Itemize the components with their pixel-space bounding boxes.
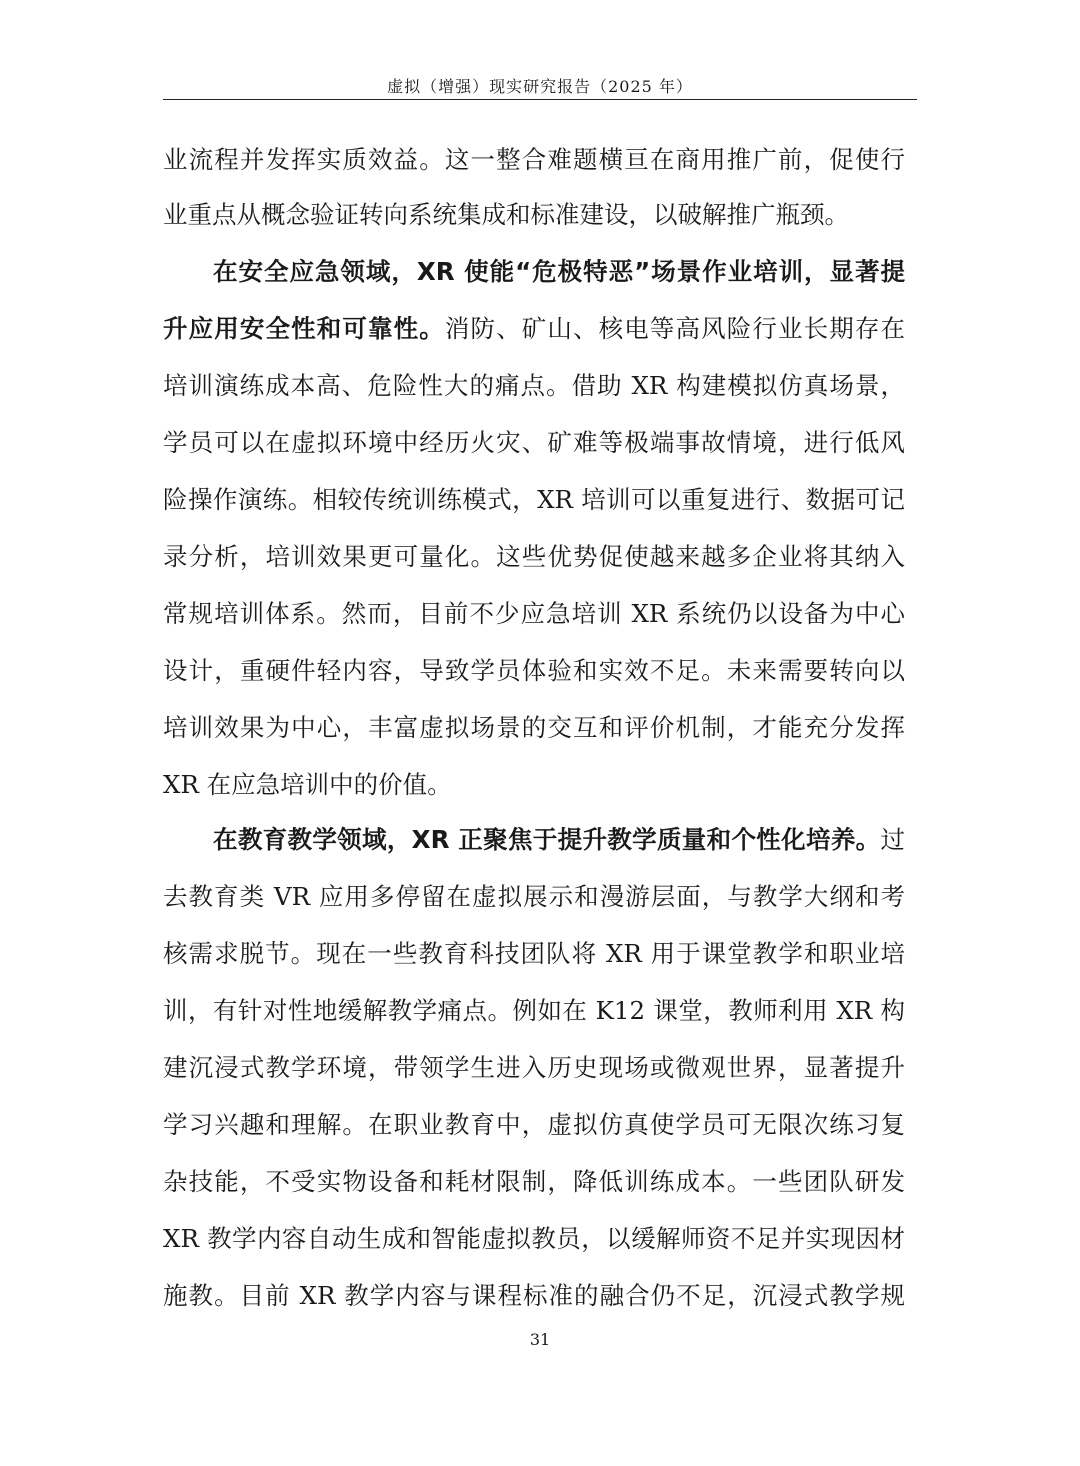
running-header: 虚拟（增强）现实研究报告（2025 年） <box>387 77 693 96</box>
text-line: 去教育类 VR 应用多停留在虚拟展示和漫游层面，与教学大纲和考 <box>163 882 905 911</box>
text-line: XR 教学内容自动生成和智能虚拟教员，以缓解师资不足并实现因材 <box>163 1224 905 1253</box>
text-line: 业流程并发挥实质效益。这一整合难题横亘在商用推广前，促使行 <box>163 145 905 174</box>
text-line: 险操作演练。相较传统训练模式，XR 培训可以重复进行、数据可记 <box>163 485 905 514</box>
bold-lead: 在安全应急领域，XR 使能“危极特恶”场景作业培训，显著提 <box>213 257 905 286</box>
text-line: 在教育教学领域，XR 正聚焦于提升教学质量和个性化培养。过 <box>213 825 905 854</box>
text-line: 业重点从概念验证转向系统集成和标准建设，以破解推广瓶颈。 <box>163 200 849 229</box>
text-line <box>213 252 905 292</box>
bold-lead: 在教育教学领域，XR 正聚焦于提升教学质量和个性化培养。 <box>213 825 881 854</box>
text-line: 培训效果为中心，丰富虚拟场景的交互和评价机制，才能充分发挥 <box>163 713 905 742</box>
page-number: 31 <box>529 1330 551 1349</box>
text-line: 培训演练成本高、危险性大的痛点。借助 XR 构建模拟仿真场景， <box>163 371 905 400</box>
text-line: 学员可以在虚拟环境中经历火灾、矿难等极端事故情境，进行低风 <box>163 428 905 457</box>
text-line: 施教。目前 XR 教学内容与课程标准的融合仍不足，沉浸式教学规 <box>163 1281 905 1310</box>
text-line: 常规培训体系。然而，目前不少应急培训 XR 系统仍以设备为中心 <box>163 599 905 628</box>
text-line: 训，有针对性地缓解教学痛点。例如在 K12 课堂，教师利用 XR 构 <box>163 996 905 1025</box>
text-line: 建沉浸式教学环境，带领学生进入历史现场或微观世界，显著提升 <box>163 1053 905 1082</box>
text-line: 升应用安全性和可靠性。消防、矿山、核电等高风险行业长期存在 <box>163 314 905 343</box>
text-line: 杂技能，不受实物设备和耗材限制，降低训练成本。一些团队研发 <box>163 1167 905 1196</box>
text-line: 设计，重硬件轻内容，导致学员体验和实效不足。未来需要转向以 <box>163 656 905 685</box>
text-line: 核需求脱节。现在一些教育科技团队将 XR 用于课堂教学和职业培 <box>163 939 905 968</box>
bold-lead: 升应用安全性和可靠性。 <box>163 314 445 343</box>
text-line: 学习兴趣和理解。在职业教育中，虚拟仿真使学员可无限次练习复 <box>163 1110 905 1139</box>
header-rule <box>163 99 917 100</box>
text-line: 录分析，培训效果更可量化。这些优势促使越来越多企业将其纳入 <box>163 542 905 571</box>
text-line: XR 在应急培训中的价值。 <box>163 770 452 799</box>
